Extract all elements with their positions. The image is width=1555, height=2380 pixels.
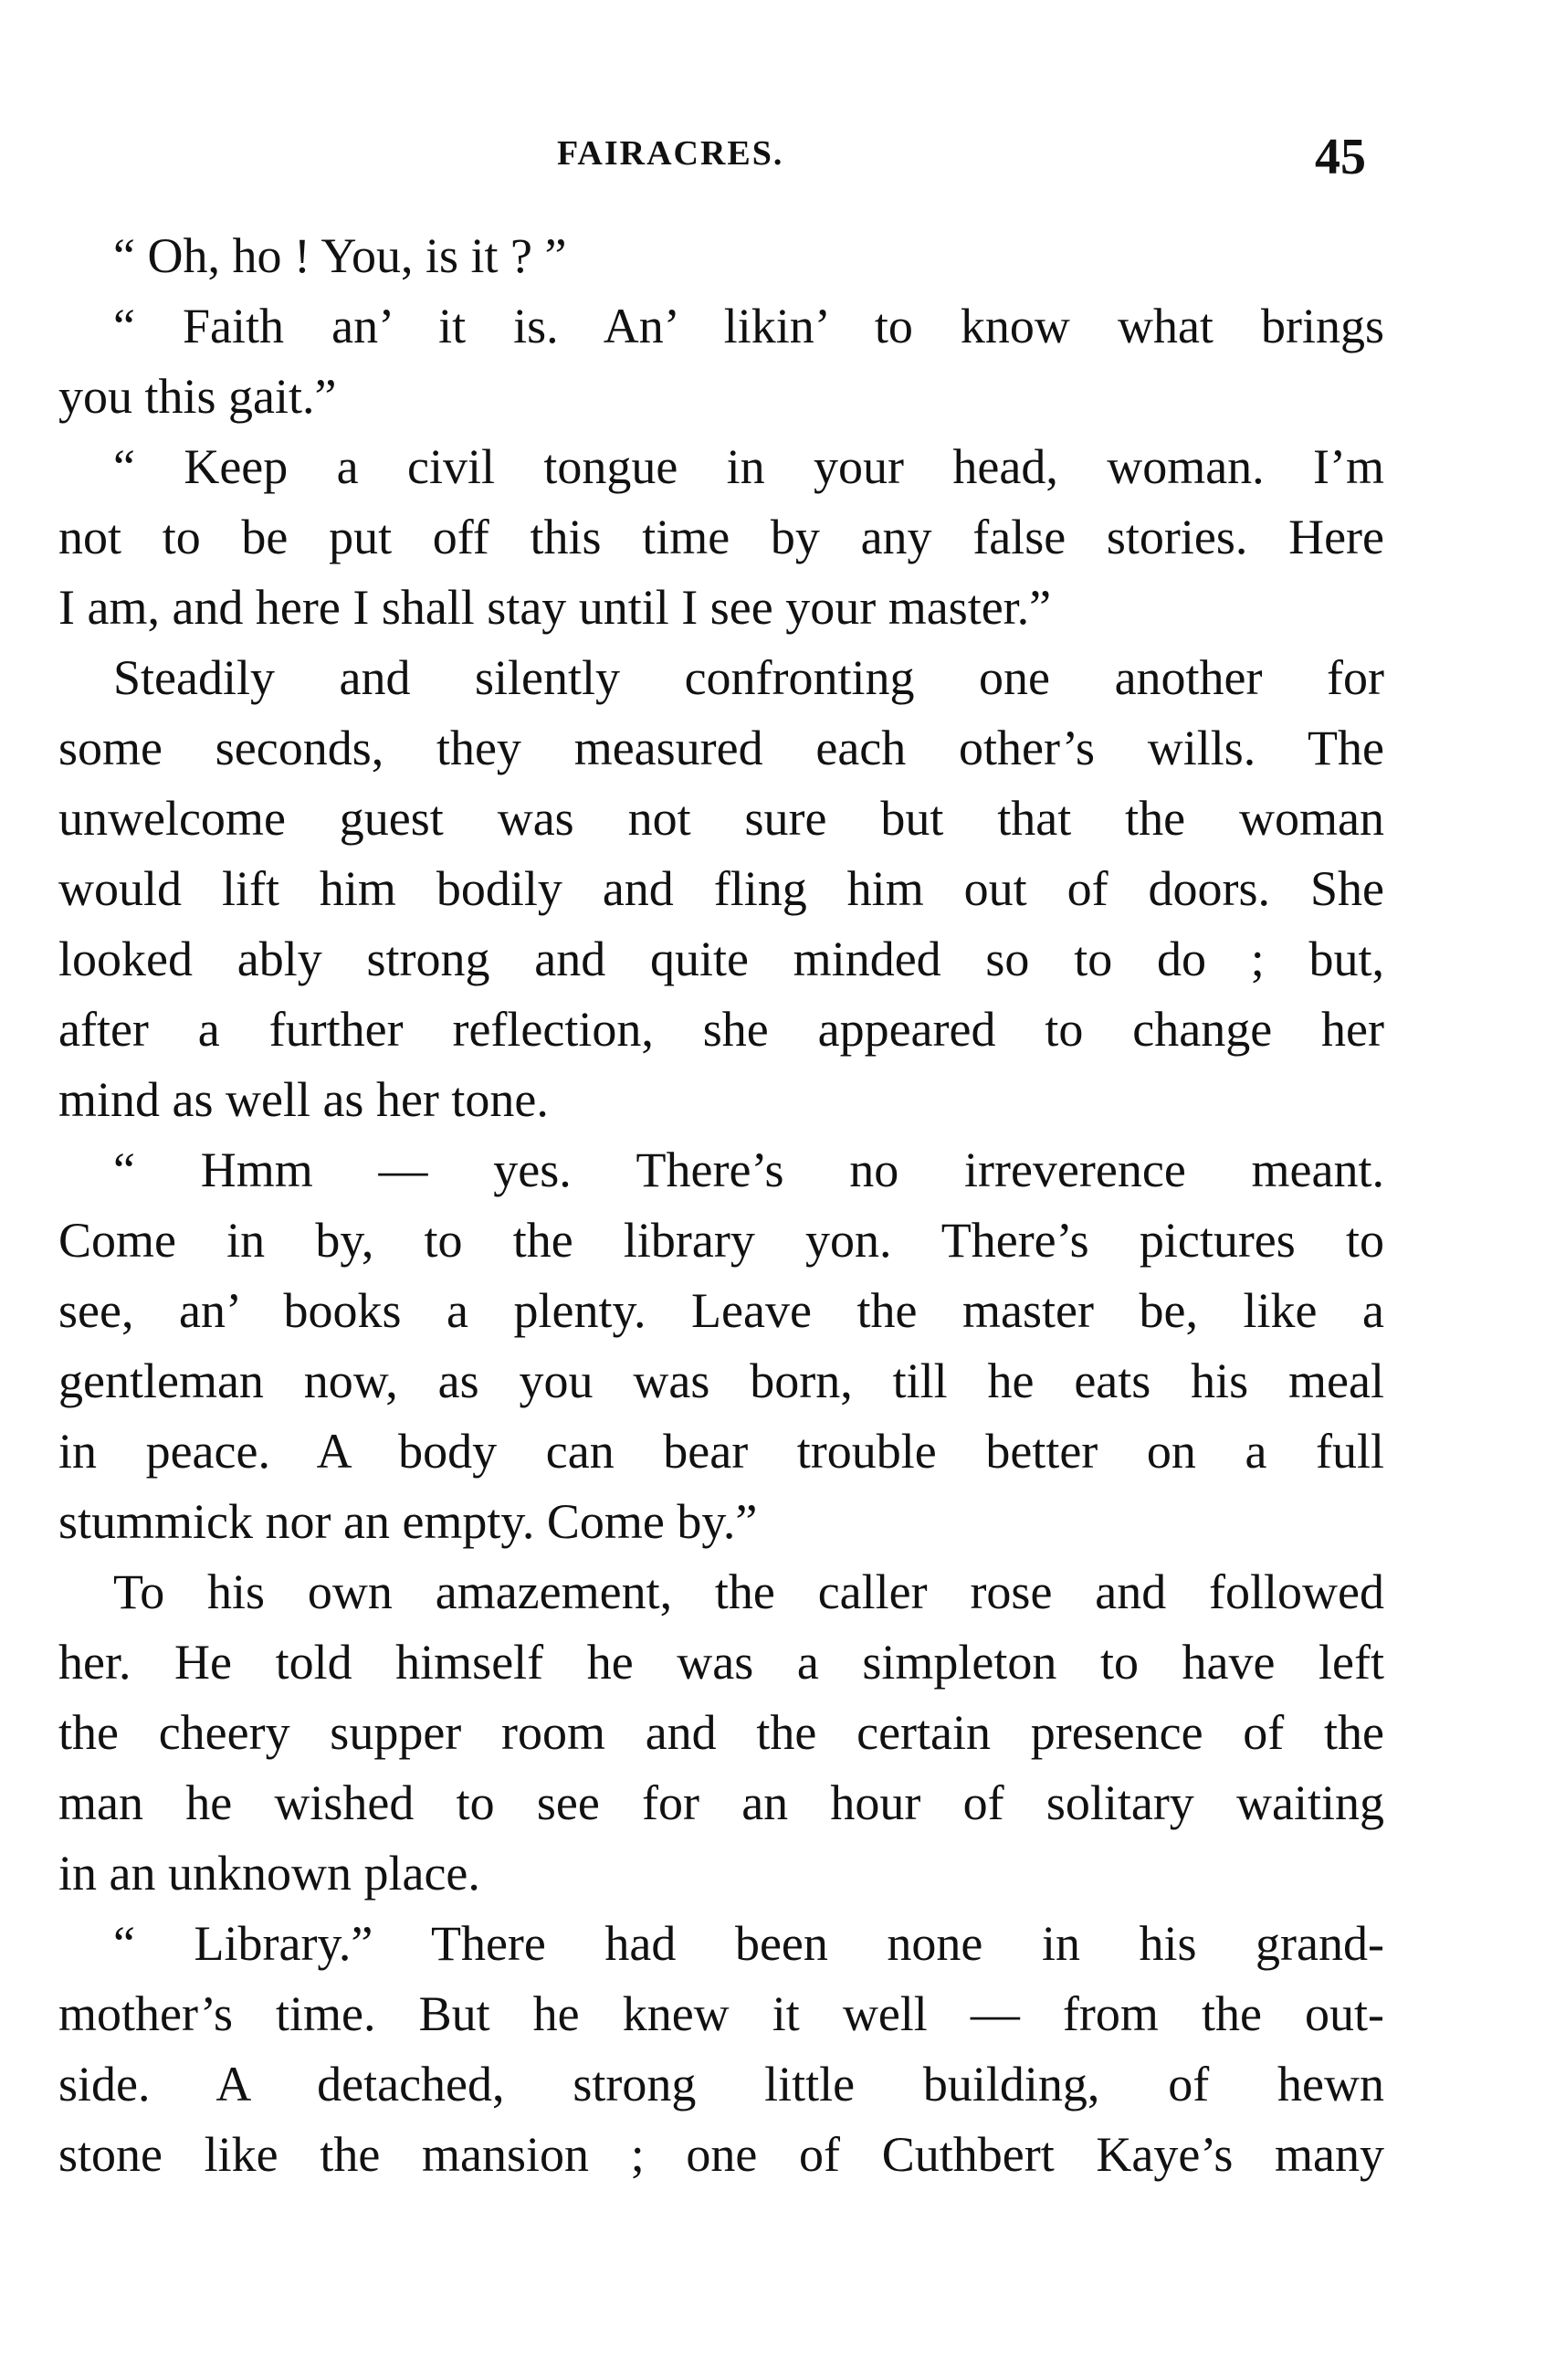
body-text bbox=[58, 221, 1384, 2190]
text-line: “ Oh, ho ! You, is it ? ” bbox=[113, 228, 567, 283]
running-title: FAIRACRES. bbox=[557, 134, 784, 173]
text-line: after a further reflection, she appeared to change her bbox=[58, 1002, 1384, 1057]
page-number: 45 bbox=[1315, 129, 1366, 185]
text-line: you this gait.” bbox=[58, 369, 337, 424]
text-line: would lift him bodily and fling him out of doors. She bbox=[58, 861, 1384, 916]
text-line: her. He told himself he was a simpleton to have left bbox=[58, 1635, 1384, 1690]
text-line: I am, and here I shall stay until I see your master.” bbox=[58, 580, 1052, 635]
text-line: in an unknown place. bbox=[58, 1846, 480, 1901]
text-line: in peace. A body can bear trouble better on a full bbox=[58, 1424, 1384, 1479]
text-line: gentleman now, as you was born, till he eats his meal bbox=[58, 1353, 1384, 1408]
text-line: the cheery supper room and the certain presence of the bbox=[58, 1705, 1384, 1760]
text-line: stone like the mansion ; one of Cuthbert Kaye’s many bbox=[58, 2127, 1384, 2182]
text-line: man he wished to see for an hour of solitary waiting bbox=[58, 1775, 1384, 1830]
text-line: “ Library.” There had been none in his grand- bbox=[113, 1916, 1384, 1971]
text-line: stummick nor an empty. Come by.” bbox=[58, 1494, 758, 1549]
text-line: To his own amazement, the caller rose and followed bbox=[113, 1564, 1384, 1619]
running-head bbox=[0, 128, 1555, 183]
text-line: mother’s time. But he knew it well — from the out- bbox=[58, 1986, 1384, 2041]
text-line: side. A detached, strong little building, of hewn bbox=[58, 2057, 1384, 2111]
text-line: unwelcome guest was not sure but that the woman bbox=[58, 791, 1384, 846]
text-line: some seconds, they measured each other’s wills. The bbox=[58, 721, 1384, 775]
text-line: not to be put off this time by any false stories. Here bbox=[58, 510, 1384, 564]
text-line: “ Hmm — yes. There’s no irreverence meant. bbox=[113, 1143, 1384, 1197]
text-line: “ Keep a civil tongue in your head, woman. I’m bbox=[113, 439, 1384, 494]
text-line: “ Faith an’ it is. An’ likin’ to know what brings bbox=[113, 299, 1384, 353]
text-line: see, an’ books a plenty. Leave the master be, like a bbox=[58, 1283, 1384, 1338]
text-line: Steadily and silently confronting one another for bbox=[113, 650, 1384, 705]
text-line: looked ably strong and quite minded so to do ; but, bbox=[58, 932, 1384, 986]
text-line: mind as well as her tone. bbox=[58, 1072, 549, 1127]
text-line: Come in by, to the library yon. There’s pictures to bbox=[58, 1213, 1384, 1268]
